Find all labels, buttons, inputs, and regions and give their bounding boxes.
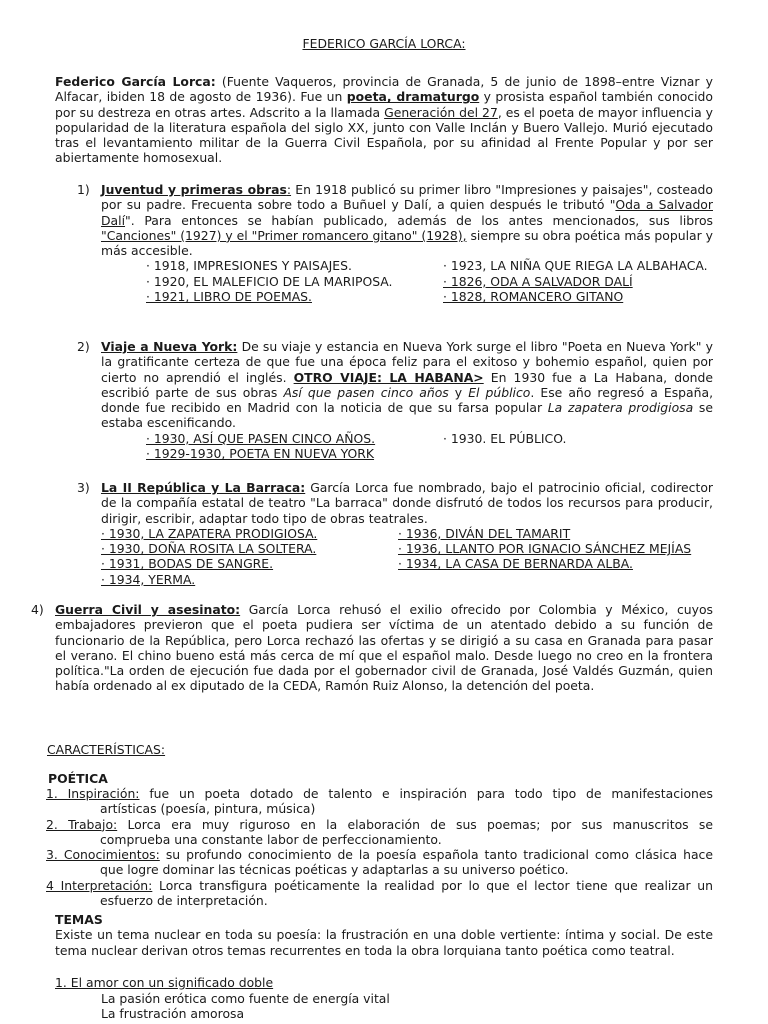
section-text-3: siempre su obra poética más popular y más accesible. <box>101 227 713 259</box>
section-text-5: se estaba escenificando. <box>101 400 713 431</box>
poetica-line: Lorca transfigura poéticamente la realidad por lo que el lector tiene que realizar un <box>152 877 713 893</box>
section-text <box>55 602 713 694</box>
works-right <box>398 526 713 572</box>
heading-colon: : <box>286 182 292 197</box>
work-item: · 1936, LLANTO POR IGNACIO SÁNCHEZ MEJÍAS <box>398 541 692 557</box>
temas-text: Existe un tema nuclear en toda su poesía: la frustración en una doble vertiente: íntima y social. De este tema nuclear derivan otros temas recurrentes en toda la obra lorquiana tanto poética como teatral. <box>55 927 713 958</box>
works-right <box>443 258 713 304</box>
poetica-line: que logre dominar las técnicas poéticas y adaptarlas a su universo poético. <box>100 862 569 878</box>
works-list <box>101 258 713 320</box>
temas-subheading: 1. El amor con un significado doble <box>55 975 274 990</box>
section-heading: Juventud y primeras obras <box>101 182 287 197</box>
poetica-item <box>46 786 713 817</box>
intro-text-2: y prosista español también conocido por su destreza en otras artes. Adscrito a la llamada <box>55 89 713 120</box>
work-item: · 1934, YERMA. <box>101 571 196 587</box>
link-oda-dali[interactable]: Oda a Salvador Dalí <box>101 197 713 228</box>
poetica-label: 4 Interpretación: <box>46 877 153 893</box>
section-text-3: y <box>448 384 469 400</box>
section-text-1: En 1918 publicó su primer libro "Impresiones y paisajes", costeado por su padre. Frecuenta sobre todo a Buñuel y Dalí, a quien después le tributó " <box>101 182 713 213</box>
section-text <box>101 339 713 431</box>
poetica-item <box>46 817 713 848</box>
poetica-list <box>46 786 713 908</box>
poetica-label: 1. Inspiración: <box>46 786 140 801</box>
intro-name: Federico García Lorca: <box>55 74 216 89</box>
poetica-line: esfuerzo de interpretación. <box>100 893 268 909</box>
section-text-4: . Ese año regresó a España, donde fue recibido en Madrid con la noticia de que su farsa popular <box>101 384 714 416</box>
works-left <box>146 258 393 304</box>
section-heading-2: OTRO VIAJE: LA HABANA> <box>293 369 484 385</box>
link-canciones[interactable]: "Canciones" (1927) y el "Primer romancero gitano" (1928), <box>101 227 467 243</box>
section-guerra-civil <box>31 602 713 694</box>
intro-link-poeta[interactable]: poeta, dramaturgo <box>346 89 480 105</box>
temas-section <box>55 912 713 958</box>
poetica-label: 2. Trabajo: <box>46 816 118 832</box>
section-text-1: García Lorca rehusó el exilio ofrecido por Colombia y México, cuyos embajadores previeron que el poeta pudiera ser víctima de un atentado debido a su función de funcionario de la República, pero Lorca rechazó las ofertas y se dirigió a su casa en Granada para pasar el verano. El chino bueno está más cerca de mí que el español malo. Desde luego no creo en la frontera política."La orden de ejecución fue dada por el gobernador civil de Granada, José Valdés Guzmán, quien había ordenado al ex diputado de la CEDA, Ramón Ruiz Alonso, la detención del poeta. <box>55 602 713 694</box>
work-item: · 1826, ODA A SALVADOR DALÍ <box>443 273 633 289</box>
section-heading: Viaje a Nueva York: <box>101 339 238 354</box>
work-item: · 1929-1930, POETA EN NUEVA YORK <box>146 446 375 462</box>
poetica-line: fue un poeta dotado de talento e inspiración para todo tipo de manifestaciones <box>139 786 713 801</box>
section-heading: La II República y La Barraca: <box>101 480 306 495</box>
section-number: 4) <box>31 602 44 617</box>
poetica-label: 3. Conocimientos: <box>46 847 160 863</box>
works-list <box>101 526 713 588</box>
temas-heading: TEMAS <box>55 912 103 927</box>
works-list <box>101 431 713 463</box>
intro-link-generacion[interactable]: Generación del 27 <box>384 104 498 120</box>
work-title-italic: El público <box>468 384 531 400</box>
section-number: 2) <box>77 339 90 354</box>
work-title-italic: La zapatera prodigiosa <box>547 400 694 416</box>
work-item: · 1930, LA ZAPATERA PRODIGIOSA. <box>101 525 318 541</box>
works-right <box>443 431 566 446</box>
work-item: · 1918, IMPRESIONES Y PAISAJES. <box>146 258 352 274</box>
work-item: · 1930, DOÑA ROSITA LA SOLTERA. <box>101 541 317 557</box>
section-juventud <box>77 182 713 320</box>
section-text-1: García Lorca fue nombrado, bajo el patrocinio oficial, codirector de la compañía estatal de teatro "La barraca" donde disfrutó de todos los recursos para producir, dirigir, escribir, adaptar todo tipo de obras teatrales. <box>101 480 713 526</box>
work-item: · 1921, LIBRO DE POEMAS. <box>146 289 312 305</box>
poetica-line: su profundo conocimiento de la poesía española tanto tradicional como clásica hace <box>159 847 713 863</box>
poetica-item <box>46 847 713 878</box>
caracteristicas-heading: CARACTERÍSTICAS: <box>47 742 166 757</box>
work-title-italic: Así que pasen cinco años <box>283 384 449 400</box>
section-text-2: ". Para entonces se habían publicado, además de los antes mencionados, sus libros <box>125 212 713 228</box>
works-left <box>101 526 317 587</box>
poetica-item <box>46 878 713 909</box>
section-text <box>101 182 713 258</box>
temas-subitem: La pasión erótica como fuente de energía vital <box>101 991 390 1006</box>
section-nueva-york <box>77 339 714 463</box>
work-item: · 1936, DIVÁN DEL TAMARIT <box>398 525 571 541</box>
work-item: · 1931, BODAS DE SANGRE. <box>101 556 274 572</box>
intro-paragraph <box>55 74 713 166</box>
section-number: 3) <box>77 480 90 495</box>
poetica-line: artísticas (poesía, pintura, música) <box>100 801 316 817</box>
section-text-1: De su viaje y estancia en Nueva York surge el libro "Poeta en Nueva York" y la gratificante certeza de que fue una época feliz para el exitoso y bohemio español, quien por cierto no aprendió el inglés. <box>101 339 713 385</box>
works-left <box>146 431 375 462</box>
section-republica <box>77 480 713 588</box>
document-title: FEDERICO GARCÍA LORCA: <box>302 36 466 51</box>
section-text <box>101 480 713 526</box>
poetica-line: comprueba una constante labor de perfeccionamiento. <box>100 831 442 847</box>
section-heading: Guerra Civil y asesinato: <box>55 602 241 617</box>
work-item: · 1828, ROMANCERO GITANO <box>443 289 624 305</box>
work-item: · 1930, ASÍ QUE PASEN CINCO AÑOS. <box>146 430 376 446</box>
poetica-line: Lorca era muy riguroso en la elaboración de sus poemas; por sus manuscritos se <box>117 816 713 832</box>
work-item: · 1934, LA CASA DE BERNARDA ALBA. <box>398 556 633 572</box>
work-item: · 1923, LA NIÑA QUE RIEGA LA ALBAHACA. <box>443 258 708 274</box>
section-number: 1) <box>77 182 90 197</box>
work-item: · 1930. EL PÚBLICO. <box>443 430 567 446</box>
poetica-heading: POÉTICA <box>48 771 108 786</box>
section-text-2: En 1930 fue a La Habana, donde escribió parte de sus obras <box>101 369 713 400</box>
temas-subitem: La frustración amorosa <box>101 1006 245 1021</box>
work-item: · 1920, EL MALEFICIO DE LA MARIPOSA. <box>146 273 393 289</box>
intro-text-3: , es el poeta de mayor influencia y popularidad de la literatura española del siglo XX, junto con Valle Inclán y Buero Vallejo. Murió ejecutado tras el levantamiento militar de la Guerra Civil Española, por su afinidad al Frente Popular y por ser abiertamente homosexual. <box>55 104 713 166</box>
intro-text-1: (Fuente Vaqueros, provincia de Granada, 5 de junio de 1898–entre Viznar y Alfacar, ibiden 18 de agosto de 1936). Fue un <box>55 74 713 105</box>
